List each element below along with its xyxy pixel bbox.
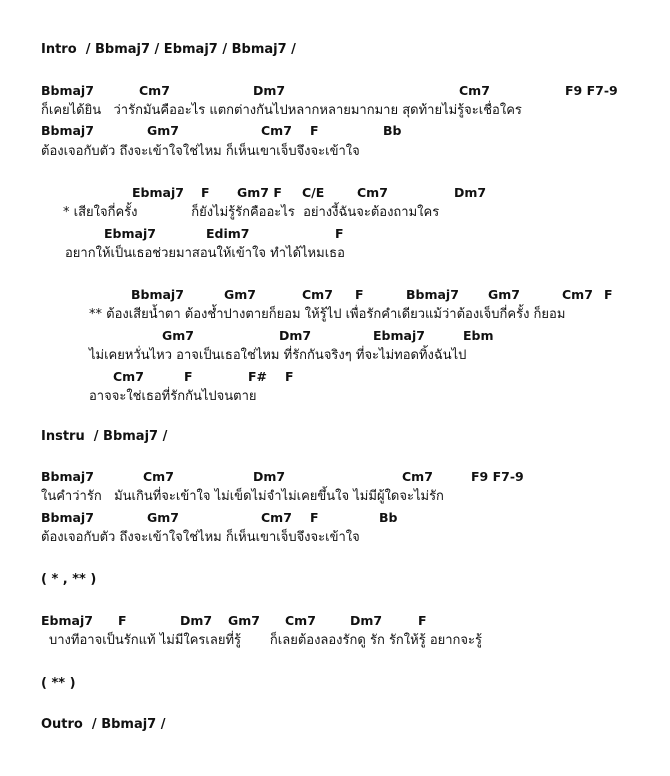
chord: Cm7: [139, 83, 170, 98]
chord: F#: [248, 369, 268, 384]
chord: Cm7: [302, 287, 333, 302]
chord: Bbmaj7: [41, 123, 94, 138]
chord: Cm7: [402, 469, 433, 484]
chord: F: [355, 287, 364, 302]
chord: Dm7: [350, 613, 383, 628]
chord: Ebmaj7: [41, 613, 93, 628]
chord: Cm7: [285, 613, 316, 628]
intro-line: Intro / Bbmaj7 / Ebmaj7 / Bbmaj7 /: [41, 42, 296, 57]
lyric-line: ก็เคยได้ยิน ว่ารักมันคืออะไร แตกต่างกันไปหลากหลายมากมาย สุดท้ายไม่รู้จะเชื่อใคร: [41, 103, 522, 118]
chord: Cm7: [113, 369, 144, 384]
lyric-line: อาจจะใช่เธอที่รักกันไปจนตาย: [89, 389, 257, 404]
chord: Cm7: [261, 123, 292, 138]
chord: Ebmaj7: [132, 185, 184, 200]
chord: Bbmaj7: [41, 469, 94, 484]
chord: F: [418, 613, 427, 628]
chord: Ebmaj7: [373, 328, 425, 343]
chord: Ebm: [463, 328, 494, 343]
chord: Bb: [379, 510, 398, 525]
chord: Edim7: [206, 226, 250, 241]
chord: Bbmaj7: [41, 510, 94, 525]
chord: F: [310, 123, 319, 138]
chord: Gm7: [147, 123, 179, 138]
lyric-line: ** ต้องเสียน้ำตา ต้องช้ำปางตายก็ยอม ให้รู้ไป เพื่อรักคำเดียวแม้ว่าต้องเจ็บกี่ครั้ง ก็ยอม: [89, 307, 566, 322]
lyric-line: บางทีอาจเป็นรักแท้ ไม่มีใครเลยที่รู้ ก็เลยต้องลองรักดู รัก รักให้รู้ อยากจะรู้: [49, 633, 483, 648]
chord: Ebmaj7: [104, 226, 156, 241]
chord: F: [201, 185, 210, 200]
chord: Dm7: [454, 185, 487, 200]
chord: Dm7: [253, 83, 286, 98]
chord: F: [285, 369, 294, 384]
chord: F9 F7-9: [471, 469, 524, 484]
chord: Bbmaj7: [131, 287, 184, 302]
chord: Dm7: [279, 328, 312, 343]
chord: F: [310, 510, 319, 525]
repeat-marker: ( * , ** ): [41, 572, 97, 587]
chord: Dm7: [180, 613, 213, 628]
chord: Gm7: [147, 510, 179, 525]
chord: F: [335, 226, 344, 241]
lyric-line: ไม่เคยหวั่นไหว อาจเป็นเธอใช่ไหม ที่รักกันจริงๆ ที่จะไม่ทอดทิ้งฉันไป: [89, 348, 467, 363]
instru-line: Instru / Bbmaj7 /: [41, 429, 168, 444]
chord: Gm7: [228, 613, 260, 628]
lyric-line: * เสียใจกี่ครั้ง ก็ยังไม่รู้รักคืออะไร อย่างงี้ฉันจะต้องถามใคร: [63, 205, 440, 220]
chord: Gm7: [224, 287, 256, 302]
chord: Gm7: [488, 287, 520, 302]
repeat-marker: ( ** ): [41, 676, 76, 691]
chord: Gm7: [162, 328, 194, 343]
chord: F: [604, 287, 613, 302]
outro-line: Outro / Bbmaj7 /: [41, 717, 166, 732]
chord: Cm7: [357, 185, 388, 200]
chord: F: [184, 369, 193, 384]
chord: Cm7: [459, 83, 490, 98]
chord: Bbmaj7: [41, 83, 94, 98]
chord: Cm7: [261, 510, 292, 525]
chord: Bbmaj7: [406, 287, 459, 302]
chord: F9 F7-9: [565, 83, 618, 98]
chord: Dm7: [253, 469, 286, 484]
lyric-line: ต้องเจอกับตัว ถึงจะเข้าใจใช่ไหม ก็เห็นเขาเจ็บจึงจะเข้าใจ: [41, 530, 360, 545]
chord: C/E: [302, 185, 325, 200]
chord: Cm7: [562, 287, 593, 302]
chord: Gm7 F: [237, 185, 282, 200]
lyric-line: ในคำว่ารัก มันเกินที่จะเข้าใจ ไม่เข็ดไม่จำไม่เคยขึ้นใจ ไม่มีผู้ใดจะไม่รัก: [41, 489, 444, 504]
chord: F: [118, 613, 127, 628]
lyric-line: ต้องเจอกับตัว ถึงจะเข้าใจใช่ไหม ก็เห็นเขาเจ็บจึงจะเข้าใจ: [41, 144, 360, 159]
chord: Bb: [383, 123, 402, 138]
lyric-line: อยากให้เป็นเธอช่วยมาสอนให้เข้าใจ ทำได้ไหมเธอ: [65, 246, 345, 261]
chord: Cm7: [143, 469, 174, 484]
